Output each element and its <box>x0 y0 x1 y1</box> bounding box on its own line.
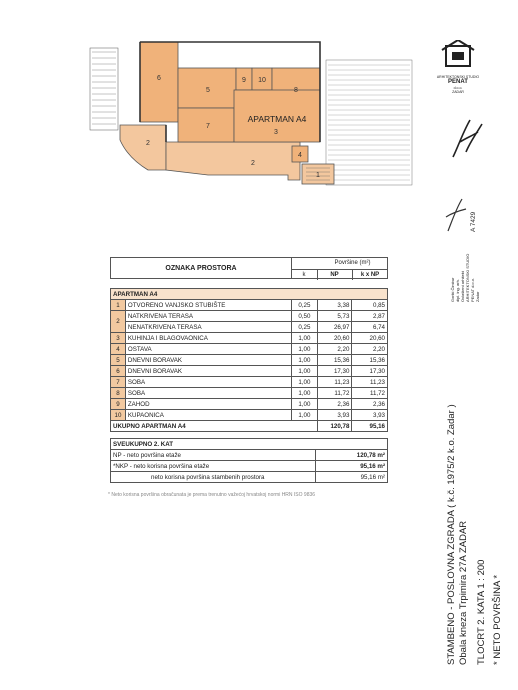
table-row: 1 OTVORENO VANJSKO STUBIŠTE 0,25 3,38 0,85 <box>111 300 388 311</box>
table-row: 10 KUPAONICA 1,00 3,93 3,93 <box>111 410 388 421</box>
room-num-2a: 2 <box>146 140 150 147</box>
room-num-4: 4 <box>298 152 302 159</box>
logo-line1: ARHITEKTONSKI STUDIO <box>436 75 480 79</box>
total-np: 120,78 <box>317 421 352 432</box>
stamp-line6: Zadar <box>475 291 480 302</box>
table-row: 8 SOBA 1,00 11,72 11,72 <box>111 388 388 399</box>
header-k: k <box>291 269 318 280</box>
table-row: 7 SOBA 1,00 11,23 11,23 <box>111 377 388 388</box>
area-table <box>110 288 388 432</box>
stamp-line5: PENAT d.o.o. <box>470 277 475 302</box>
logo-line3: d.o.o. <box>453 86 463 90</box>
table-row: 2 NATKRIVENA TERASA 0,50 5,73 2,87 <box>111 311 388 322</box>
logo-line4: ZADAR <box>452 90 464 94</box>
footnote: * Neto korisna površina obračunata je prema trenutno važećoj hrvatskoj normi HRN ISO 9836 <box>108 492 316 498</box>
table-row: 5 DNEVNI BORAVAK 1,00 15,36 15,36 <box>111 355 388 366</box>
summary-title: SVEUKUPNO 2. KAT <box>111 439 388 450</box>
summary-nkp-label: *NKP - neto korisna površina etaže <box>111 461 316 472</box>
side-title-block <box>446 365 504 665</box>
table-row: NENATKRIVENA TERASA 0,25 26,97 6,74 <box>111 322 388 333</box>
logo-line2: PENAT <box>448 79 468 85</box>
side-title-line1: STAMBENO - POSLOVNA ZGRADA ( k.č. 1975/2 k.o. Zadar ) <box>446 404 457 665</box>
section-title: APARTMAN A4 <box>111 289 388 300</box>
summary-nks-label: neto korisna površina stambenih prostora <box>111 472 316 483</box>
signature <box>448 112 488 162</box>
side-title-line2: Obala kneza Trpimira 27A ZADAR <box>458 520 469 665</box>
room-num-1: 1 <box>316 172 320 179</box>
stamp-name: Goriki Čimbur <box>450 277 455 302</box>
header-title: OZNAKA PROSTORA <box>111 258 292 279</box>
room-num-3: 3 <box>274 129 278 136</box>
stamp-number: A 7429 <box>470 211 477 232</box>
summary-np-label: NP - neto površina etaže <box>111 450 316 461</box>
floor-plan <box>88 30 418 210</box>
right-roof-hatch <box>326 60 412 185</box>
summary-np-value: 120,78 m² <box>316 450 388 461</box>
stamp-line3: Ovlašteni arhitekt <box>460 271 465 302</box>
architect-stamp <box>450 254 480 302</box>
terrace-south <box>166 142 300 180</box>
room-num-5: 5 <box>206 87 210 94</box>
total-knp: 95,16 <box>352 421 388 432</box>
room-num-6: 6 <box>157 75 161 82</box>
table-row: 3 KUHINJA I BLAGOVAONICA 1,00 20,60 20,60 <box>111 333 388 344</box>
summary-nks-value: 95,16 m² <box>316 472 388 483</box>
stamp-role: dipl. ing. arh. <box>455 279 460 302</box>
stamp-scribble <box>440 195 470 235</box>
room-num-10: 10 <box>258 77 266 84</box>
stamp-line4: ARHITEKTONSKI STUDIO <box>465 253 470 302</box>
terrace-west <box>120 125 166 170</box>
table-row: 9 ZAHOD 1,00 2,36 2,36 <box>111 399 388 410</box>
room-num-8: 8 <box>294 87 298 94</box>
room-6 <box>140 42 178 122</box>
side-title-line4: * NETO POVRŠINA * <box>492 574 503 665</box>
header-np: NP <box>317 269 353 280</box>
summary-nkp-value: 95,16 m² <box>316 461 388 472</box>
header-area-group: Površine (m²) <box>334 260 371 266</box>
total-label: UKUPNO APARTMAN A4 <box>111 421 318 432</box>
side-title-line3: TLOCRT 2. KATA 1 : 200 <box>476 559 487 665</box>
table-row: 4 OSTAVA 1,00 2,20 2,20 <box>111 344 388 355</box>
logo-house-icon <box>432 40 484 70</box>
room-num-9: 9 <box>242 77 246 84</box>
table-row: 6 DNEVNI BORAVAK 1,00 17,30 17,30 <box>111 366 388 377</box>
left-stair-hatch <box>90 48 118 130</box>
apartment-label: APARTMAN A4 <box>247 114 307 124</box>
total-row <box>111 421 388 432</box>
table-header <box>110 257 388 279</box>
company-logo <box>432 40 484 98</box>
summary-table <box>110 438 388 483</box>
room-num-7: 7 <box>206 123 210 130</box>
header-knp: k x NP <box>352 269 388 280</box>
section-row <box>111 289 388 300</box>
room-num-2b: 2 <box>251 160 255 167</box>
